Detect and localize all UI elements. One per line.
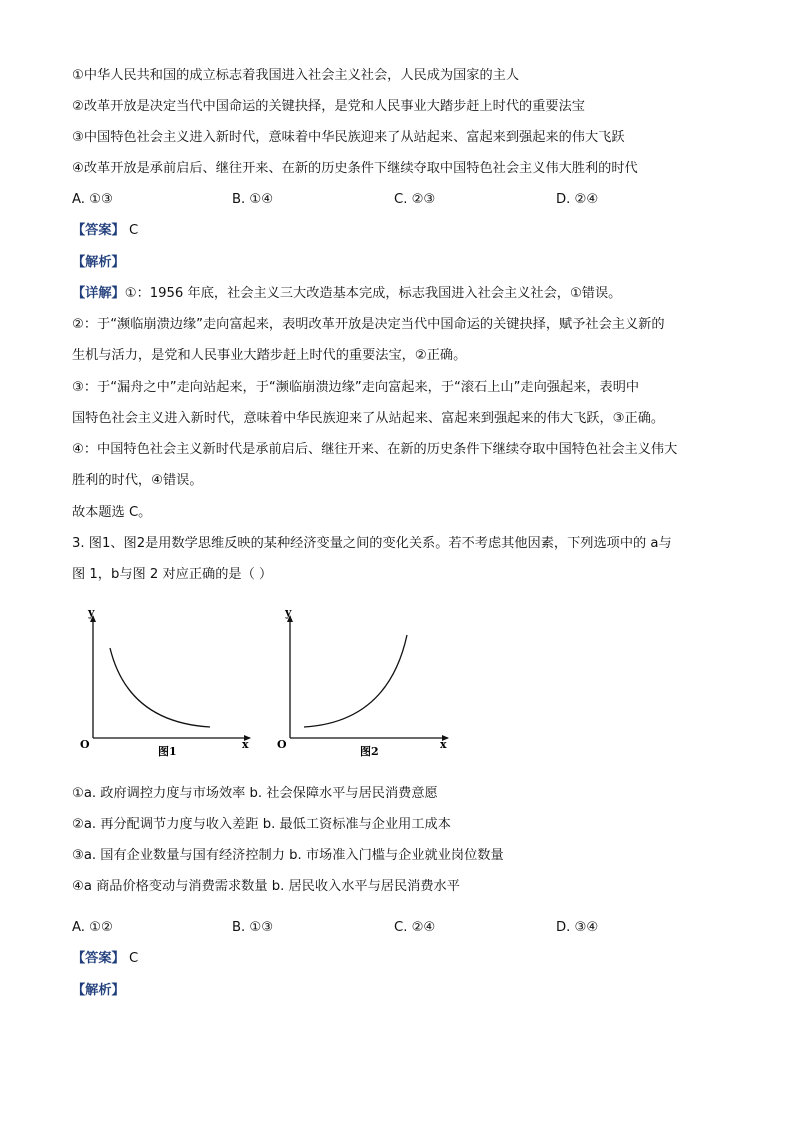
q2-detail-7: 胜利的时代，④错误。 [72,473,203,488]
detail-text: ①：1956 年底，社会主义三大改造基本完成，标志我国进入社会主义社会，①错误。 [124,286,622,301]
graph1-decreasing-curve [110,648,210,727]
q2-option-a: A. ①③ [72,192,113,207]
q3-stem-1: 3. 图1、图2是用数学思维反映的某种经济变量之间的变化关系。若不考虑其他因素，下列选项中的 a与 [72,536,672,551]
detail-tag: 【详解】 [72,286,125,301]
q3-option-b: B. ①③ [232,920,274,935]
q2-detail-4: ③：于“漏舟之中”走向站起来，于“濒临崩溃边缘”走向富起来，于“滚石上山”走向强起来，表明中 [72,380,640,395]
q2-conclusion: 故本题选 C。 [72,505,152,520]
graph2-caption: 图2 [360,745,379,758]
answer-value: C [128,951,139,966]
q2-answer [72,222,138,240]
answer-tag: 【答案】 [72,223,125,238]
q2-option-d: D. ②④ [556,192,599,207]
answer-tag: 【答案】 [72,951,125,966]
q2-option-c: C. ②③ [394,192,436,207]
q2-statement-4: ④改革开放是承前启后、继往开来、在新的历史条件下继续夺取中国特色社会主义伟大胜利的时代 [72,161,638,176]
q2-analysis-tag [72,254,125,272]
q2-statement-2: ②改革开放是决定当代中国命运的关键抉择，是党和人民事业大踏步赶上时代的重要法宝 [72,99,585,114]
q3-graphs [70,600,460,760]
q3-statement-2: ②a. 再分配调节力度与收入差距 b. 最低工资标准与企业用工成本 [72,817,451,832]
answer-value: C [128,223,139,238]
q2-detail-5: 国特色社会主义进入新时代，意味着中华民族迎来了从站起来、富起来到强起来的伟大飞跃，③正确。 [72,411,665,426]
graph1-caption: 图1 [158,745,177,758]
q3-statement-4: ④a 商品价格变动与消费需求数量 b. 居民收入水平与居民消费水平 [72,879,460,894]
graph-1 [80,606,250,758]
q2-detail-2: ②：于“濒临崩溃边缘”走向富起来，表明改革开放是决定当代中国命运的关键抉择，赋予社会主义新的 [72,317,665,332]
q2-detail-1 [72,285,621,303]
q2-option-b: B. ①④ [232,192,274,207]
q3-option-c: C. ②④ [394,920,436,935]
graph1-y-label: y [88,606,95,619]
analysis-tag: 【解析】 [72,983,125,998]
graph2-y-label: y [285,606,292,619]
q3-statement-3: ③a. 国有企业数量与国有经济控制力 b. 市场准入门槛与企业就业岗位数量 [72,848,504,863]
q2-detail-3: 生机与活力，是党和人民事业大踏步赶上时代的重要法宝，②正确。 [72,348,467,363]
q2-statement-1: ①中华人民共和国的成立标志着我国进入社会主义社会，人民成为国家的主人 [72,68,520,83]
q3-option-d: D. ③④ [556,920,599,935]
q2-detail-6: ④：中国特色社会主义新时代是承前启后、继往开来、在新的历史条件下继续夺取中国特色社会主义伟大 [72,442,678,457]
q2-statement-3: ③中国特色社会主义进入新时代，意味着中华民族迎来了从站起来、富起来到强起来的伟大飞跃 [72,130,625,145]
q3-analysis-tag [72,982,125,1000]
q3-statement-1: ①a. 政府调控力度与市场效率 b. 社会保障水平与居民消费意愿 [72,786,438,801]
q3-answer [72,950,138,968]
graph2-increasing-curve [304,635,407,727]
q3-stem-2: 图 1，b与图 2 对应正确的是（ ） [72,567,273,582]
graph2-x-label: x [440,738,447,751]
q3-option-a: A. ①② [72,920,113,935]
graph1-x-label: x [242,738,249,751]
graph2-origin: O [277,738,287,751]
analysis-tag: 【解析】 [72,255,125,270]
graph1-origin: O [80,738,90,751]
graph-2 [277,606,448,758]
